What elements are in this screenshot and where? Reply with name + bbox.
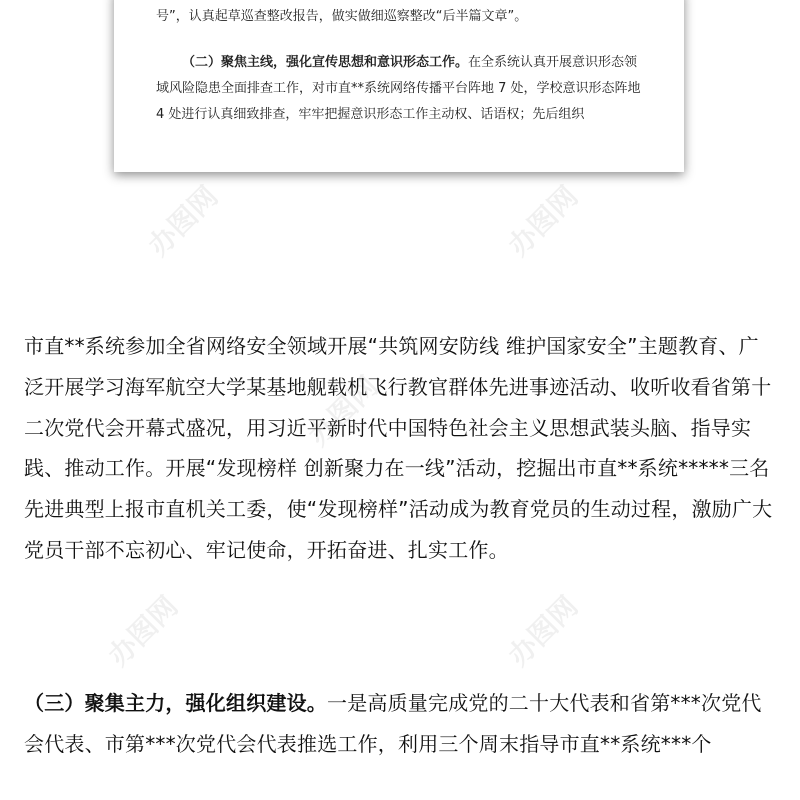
watermark: 办图网 (501, 589, 585, 673)
section-three-body: 一是高质量完成党的二十大代表和省第***次党代会代表、市第***次党代会代表推选工作，利用三个周末指导市直**系统***个 (24, 691, 762, 756)
watermark: 办图网 (141, 179, 225, 263)
watermark: 办图网 (301, 369, 385, 453)
watermark: 办图网 (501, 179, 585, 263)
card-section-body: 在全系统认真开展意识形态领域风险隐患全面排查工作，对市直**系统网络传播平台阵地 7 处，学校意识形态阵地 4 处进行认真细致排查，牢牢把握意识形态工作主动权、话语权；先后组织 (156, 55, 641, 122)
section-three-paragraph (24, 683, 776, 765)
card-paragraph-end: 号”，认真起草巡查整改报告，做实做细巡察整改“后半篇文章”。 (156, 9, 528, 24)
document-page-preview (114, 0, 684, 172)
body-paragraph: 市直**系统参加全省网络安全领域开展“共筑网安防线 维护国家安全”主题教育、广泛开展学习海军航空大学某基地舰载机飞行教官群体先进事迹活动、收听收看省第十二次党代会开幕式盛况，用习近平新时代中国特色社会主义思想武装头脑、指导实践、推动工作。开展“发现榜样 创新聚力在一线”活动，挖掘出市直**系统*****三名先进典型上报市直机关工委，使“发现榜样”活动成为教育党员的生动过程，激励广大党员干部不忘初心、牢记使命，开拓奋进、扎实工作。 (24, 334, 773, 562)
card-section-heading: （二）聚焦主线，强化宣传思想和意识形态工作。 (182, 55, 469, 70)
watermark: 办图网 (101, 589, 185, 673)
card-paragraph-section-two (156, 50, 646, 128)
section-three-heading: （三）聚集主力，强化组织建设。 (24, 691, 327, 715)
